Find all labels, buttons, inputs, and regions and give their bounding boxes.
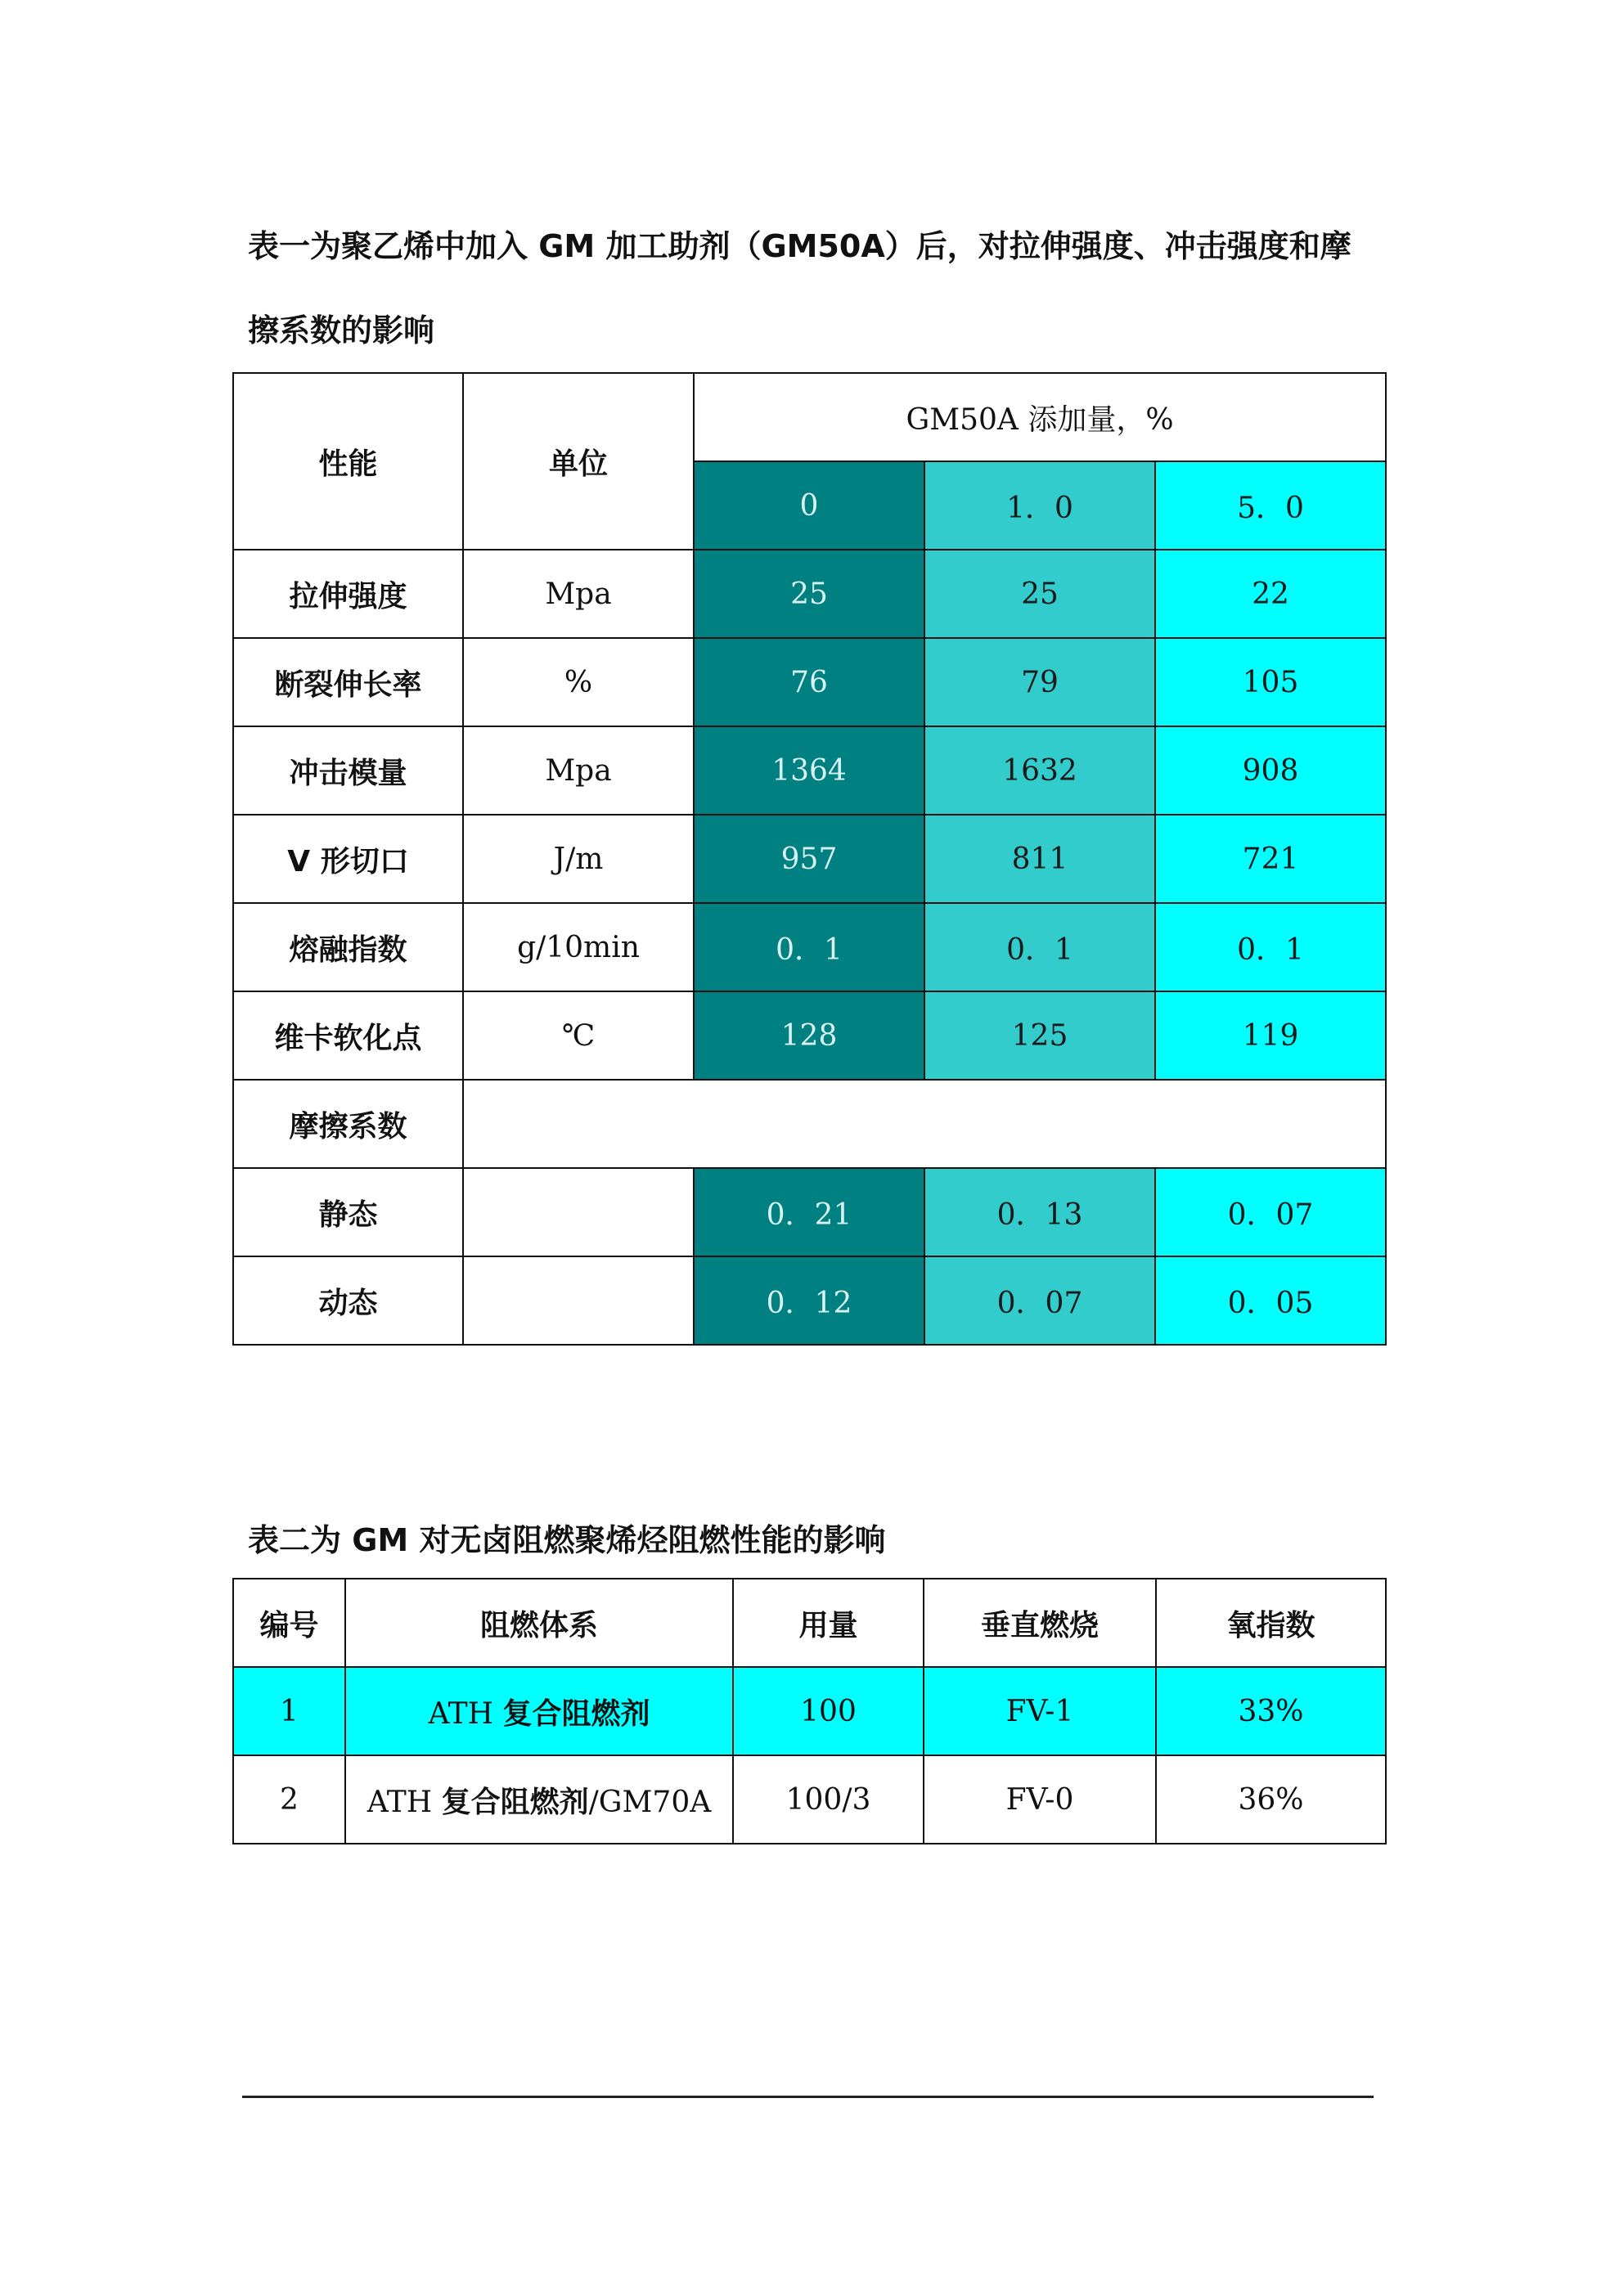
- header-no: 编号: [233, 1579, 345, 1667]
- header-property: 性能: [233, 373, 463, 550]
- cell-value: 119: [1155, 991, 1386, 1080]
- cell-value: 0．12: [694, 1256, 924, 1345]
- cell-oxygen-index: 33%: [1156, 1667, 1386, 1755]
- cell-value: 22: [1155, 550, 1386, 638]
- table-row-highlighted: [233, 1667, 1386, 1755]
- table-row: [233, 1168, 1386, 1256]
- table-row: [233, 1755, 1386, 1844]
- table-row: [233, 815, 1386, 903]
- additive-effect-table: [232, 372, 1387, 1346]
- table2-caption: 表二为 GM 对无卤阻燃聚烯烃阻燃性能的影响: [248, 1522, 886, 1558]
- table-row: [233, 726, 1386, 815]
- table-row: [233, 550, 1386, 638]
- cell-value: 811: [924, 815, 1155, 903]
- cell-value: 76: [694, 638, 924, 726]
- row-unit: ℃: [463, 991, 694, 1080]
- cell-oxygen-index: 36%: [1156, 1755, 1386, 1844]
- flame-retardant-table: [232, 1578, 1387, 1844]
- cell-value: 721: [1155, 815, 1386, 903]
- row-unit: Mpa: [463, 726, 694, 815]
- friction-section-row: [233, 1080, 1386, 1168]
- table-row: [233, 638, 1386, 726]
- cell-vertical-burn: FV-1: [924, 1667, 1156, 1755]
- level-0: 0: [694, 461, 924, 550]
- cell-value: 0．07: [924, 1256, 1155, 1345]
- cell-value: 79: [924, 638, 1155, 726]
- cell-value: 0．1: [694, 903, 924, 991]
- cell-value: 25: [924, 550, 1155, 638]
- header-oxygen-index: 氧指数: [1156, 1579, 1386, 1667]
- header-dosage: 用量: [733, 1579, 924, 1667]
- row-property: 维卡软化点: [233, 991, 463, 1080]
- row-property: V 形切口: [233, 815, 463, 903]
- cell-value: 1364: [694, 726, 924, 815]
- friction-blank-cell: [463, 1080, 1386, 1168]
- cell-vertical-burn: FV-0: [924, 1755, 1156, 1844]
- row-unit: g/10min: [463, 903, 694, 991]
- table-row: [233, 1256, 1386, 1345]
- cell-dosage: 100/3: [733, 1755, 924, 1844]
- table1-caption-line2: 擦系数的影响: [248, 312, 435, 348]
- table-row: [233, 903, 1386, 991]
- table1-caption-line1: 表一为聚乙烯中加入 GM 加工助剂（GM50A）后，对拉伸强度、冲击强度和摩: [248, 228, 1351, 264]
- cell-system: ATH 复合阻燃剂: [345, 1667, 733, 1755]
- table-row: [233, 991, 1386, 1080]
- cell-value: 0．1: [1155, 903, 1386, 991]
- table-header-row: [233, 1579, 1386, 1667]
- cell-no: 1: [233, 1667, 345, 1755]
- cell-value: 0．07: [1155, 1168, 1386, 1256]
- cell-value: 957: [694, 815, 924, 903]
- level-1: 1．0: [924, 461, 1155, 550]
- header-unit: 单位: [463, 373, 694, 550]
- header-dosage-group: GM50A 添加量，%: [694, 373, 1386, 461]
- cell-value: 908: [1155, 726, 1386, 815]
- header-system: 阻燃体系: [345, 1579, 733, 1667]
- cell-value: 0．1: [924, 903, 1155, 991]
- cell-value: 125: [924, 991, 1155, 1080]
- cell-value: 0．05: [1155, 1256, 1386, 1345]
- level-2: 5．0: [1155, 461, 1386, 550]
- friction-label: 摩擦系数: [233, 1080, 463, 1168]
- row-property: 断裂伸长率: [233, 638, 463, 726]
- table-header-row: [233, 373, 1386, 461]
- row-property: 拉伸强度: [233, 550, 463, 638]
- cell-value: 105: [1155, 638, 1386, 726]
- row-property: 熔融指数: [233, 903, 463, 991]
- header-vertical-burn: 垂直燃烧: [924, 1579, 1156, 1667]
- row-property: 动态: [233, 1256, 463, 1345]
- cell-system: ATH 复合阻燃剂/GM70A: [345, 1755, 733, 1844]
- row-unit: J/m: [463, 815, 694, 903]
- row-unit: Mpa: [463, 550, 694, 638]
- row-unit: [463, 1256, 694, 1345]
- cell-value: 1632: [924, 726, 1155, 815]
- cell-value: 0．21: [694, 1168, 924, 1256]
- cell-dosage: 100: [733, 1667, 924, 1755]
- row-property: 静态: [233, 1168, 463, 1256]
- cell-value: 25: [694, 550, 924, 638]
- footer-rule: [242, 2096, 1374, 2098]
- row-property: 冲击模量: [233, 726, 463, 815]
- cell-value: 0．13: [924, 1168, 1155, 1256]
- cell-no: 2: [233, 1755, 345, 1844]
- row-unit: [463, 1168, 694, 1256]
- row-unit: %: [463, 638, 694, 726]
- cell-value: 128: [694, 991, 924, 1080]
